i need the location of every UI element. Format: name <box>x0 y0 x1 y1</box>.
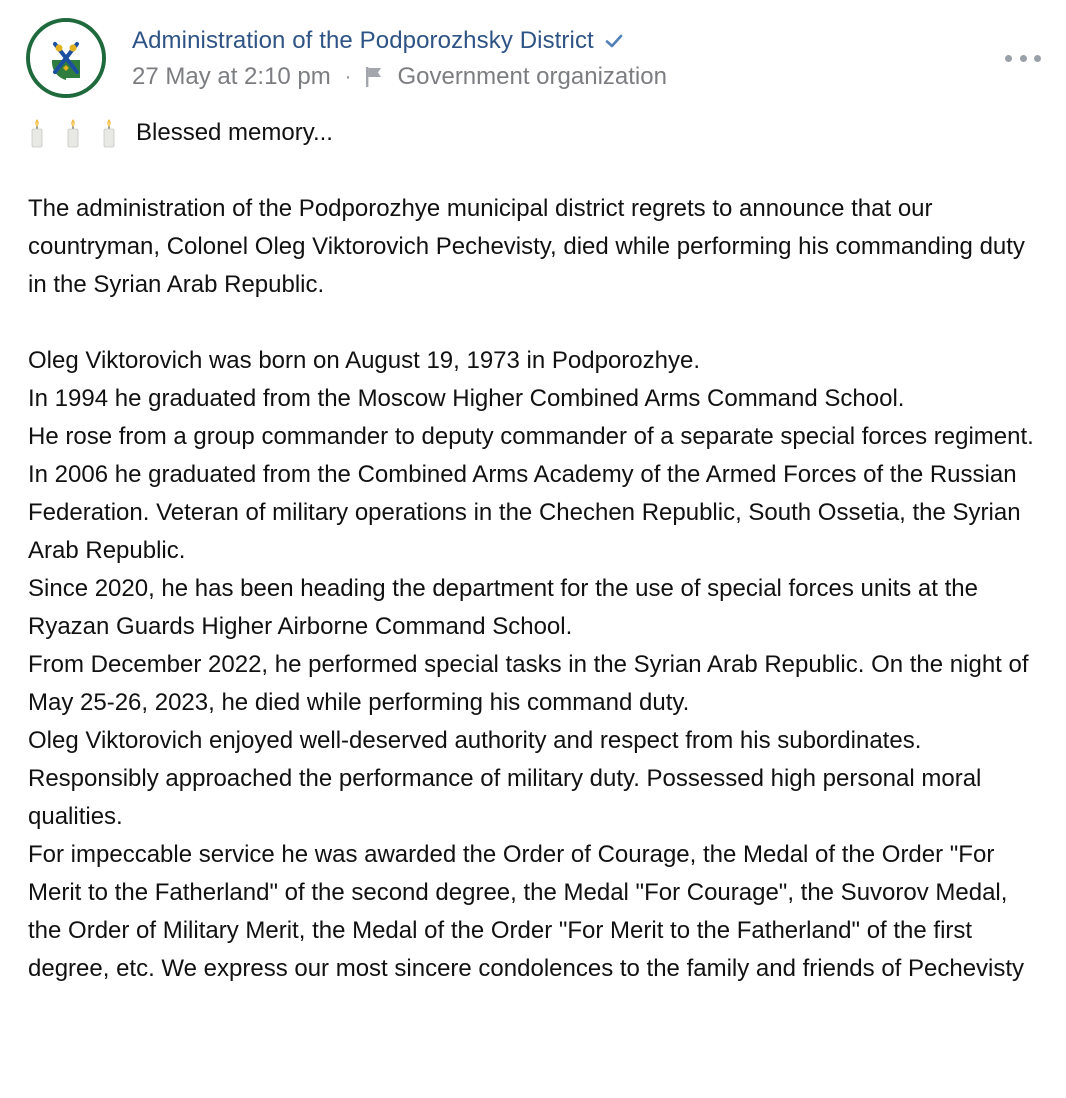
more-dot <box>1034 55 1041 62</box>
author-line <box>132 26 624 56</box>
paragraph-gap <box>28 152 1044 190</box>
candle-icon <box>28 118 46 148</box>
author-avatar[interactable] <box>26 18 106 98</box>
post-lead-line <box>28 114 1044 152</box>
post-lead-text: Blessed memory... <box>136 119 333 146</box>
post-paragraph-biography: Oleg Viktorovich was born on August 19, 1973 in Podporozhye. In 1994 he graduated from the Moscow Higher Combined Arms Command School. He rose from a group commander to deputy commander of a separate special forces regiment. In 2006 he graduated from the Combined Arms Academy of the Armed Forces of the Russian Federation. Veteran of military operations in the Chechen Republic, South Ossetia, the Syrian Arab Republic. Since 2020, he has been heading the department for the use of special forces units at the Ryazan Guards Higher Airborne Command School. From December 2022, he performed special tasks in the Syrian Arab Republic. On the night of May 25-26, 2023, he died while performing his command duty. Oleg Viktorovich enjoyed well-deserved authority and respect from his subordinates. Responsibly approached the performance of military duty. Possessed high personal moral qualities. For impeccable service he was awarded the Order of Courage, the Medal of the Order "For Merit to the Fatherland" of the second degree, the Medal "For Courage", the Suvorov Medal, the Order of Military Merit, the Medal of the Order "For Merit to the Fatherland" of the first degree, etc. We express our most sincere condolences to the family and friends of Pechevisty <box>28 347 1034 982</box>
more-dot <box>1005 55 1012 62</box>
verified-check-icon <box>604 31 624 51</box>
district-emblem-icon <box>30 22 102 94</box>
flag-icon <box>365 66 383 88</box>
more-options-icon[interactable] <box>1005 50 1041 66</box>
candle-icon <box>64 118 82 148</box>
post-header <box>26 18 1046 90</box>
post-content <box>28 114 1044 988</box>
post-meta <box>132 62 667 92</box>
candle-icon <box>100 118 118 148</box>
post-timestamp[interactable]: 27 May at 2:10 pm <box>132 63 331 90</box>
meta-separator: · <box>344 65 352 88</box>
post-category[interactable]: Government organization <box>397 63 667 90</box>
more-dot <box>1020 55 1027 62</box>
post-paragraph-announcement: The administration of the Podporozhye municipal district regrets to announce that our countryman, Colonel Oleg Viktorovich Pechevisty, died while performing his commanding duty in the Syrian Arab Republic. <box>28 195 1032 298</box>
paragraph-gap <box>28 304 1044 342</box>
author-name-link[interactable]: Administration of the Podporozhsky District <box>132 27 594 54</box>
